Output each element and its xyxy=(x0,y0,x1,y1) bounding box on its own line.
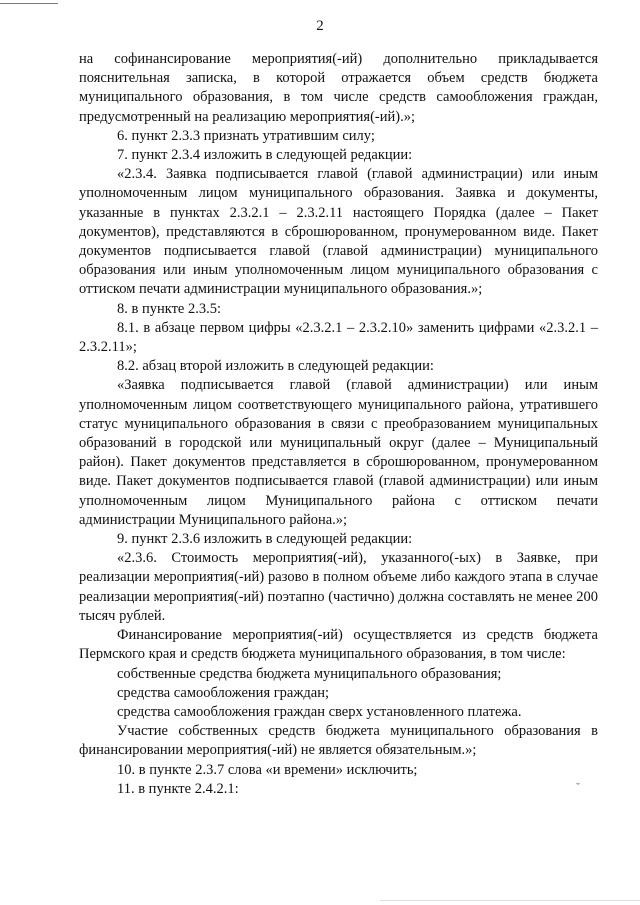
scan-edge-line xyxy=(380,900,640,901)
paragraph: 8.2. абзац второй изложить в следующей редакции: xyxy=(117,358,434,375)
paragraph: Участие собственных средств бюджета муниципального образования в финансировании мероприятия(-ий) не является обязательным.»; xyxy=(79,723,598,759)
paragraph: средства самообложения граждан сверх установленного платежа. xyxy=(117,703,522,720)
paragraph: 10. в пункте 2.3.7 слова «и времени» исключить; xyxy=(117,761,418,778)
paragraph: «2.3.4. Заявка подписывается главой (главой администрации) или иным уполномоченным лицом муниципального образования. Заявка и документы, указанные в пунктах 2.3.2.1 – 2.3.2.11 настоящего Порядка (далее – Пакет документов), представляются в сброшюрованном, пронумерованном виде. Пакет документов подписывается главой (главой администрации) муниципального образования или иным уполномоченным лицом муниципального образования с оттиском печати администрации муниципального образования.»; xyxy=(79,166,598,298)
paragraph: средства самообложения граждан; xyxy=(117,684,329,701)
paragraph: 6. пункт 2.3.3 признать утратившим силу; xyxy=(117,127,375,144)
paragraph: собственные средства бюджета муниципального образования; xyxy=(117,665,502,682)
paragraph: 11. в пункте 2.4.2.1: xyxy=(117,780,239,797)
pen-mark: ˇ xyxy=(576,780,580,794)
paragraph: на софинансирование мероприятия(-ий) дополнительно прикладывается пояснительная записка, в которой отражается объем средств бюджета муниципального образования, в том числе средств самообложения граждан, предусмотренный на реализацию мероприятия(-ий).»; xyxy=(79,51,598,125)
document-body xyxy=(79,50,598,799)
paragraph: Финансирование мероприятия(-ий) осуществляется из средств бюджета Пермского края и средств бюджета муниципального образования, в том числе: xyxy=(79,627,598,663)
scan-edge-line xyxy=(0,3,58,4)
page-number: 2 xyxy=(316,18,324,34)
paragraph: «Заявка подписывается главой (главой администрации) или иным уполномоченным лицом соответствующего муниципального района, утратившего статус муниципального образования в связи с преобразованием муниципальных образований в городской или муниципальный округ (далее – Муниципальный район). Пакет документов представляется в сброшюрованном, пронумерованном виде. Пакет документов подписывается главой (главой администрации) или иным уполномоченным лицом Муниципального района с оттиском печати администрации Муниципального района.»; xyxy=(79,377,598,528)
paragraph: 9. пункт 2.3.6 изложить в следующей редакции: xyxy=(117,531,413,548)
paragraph: 8. в пункте 2.3.5: xyxy=(117,300,222,317)
paragraph: 7. пункт 2.3.4 изложить в следующей редакции: xyxy=(117,147,413,164)
paragraph: «2.3.6. Стоимость мероприятия(-ий), указанного(-ых) в Заявке, при реализации мероприятия(-ий) разово в полном объеме либо каждого этапа в случае реализации мероприятия(-ий) поэтапно (частично) должна составлять не менее 200 тысяч рублей. xyxy=(79,550,598,624)
paragraph: 8.1. в абзаце первом цифры «2.3.2.1 – 2.3.2.10» заменить цифрами «2.3.2.1 – 2.3.2.11»; xyxy=(79,319,598,356)
